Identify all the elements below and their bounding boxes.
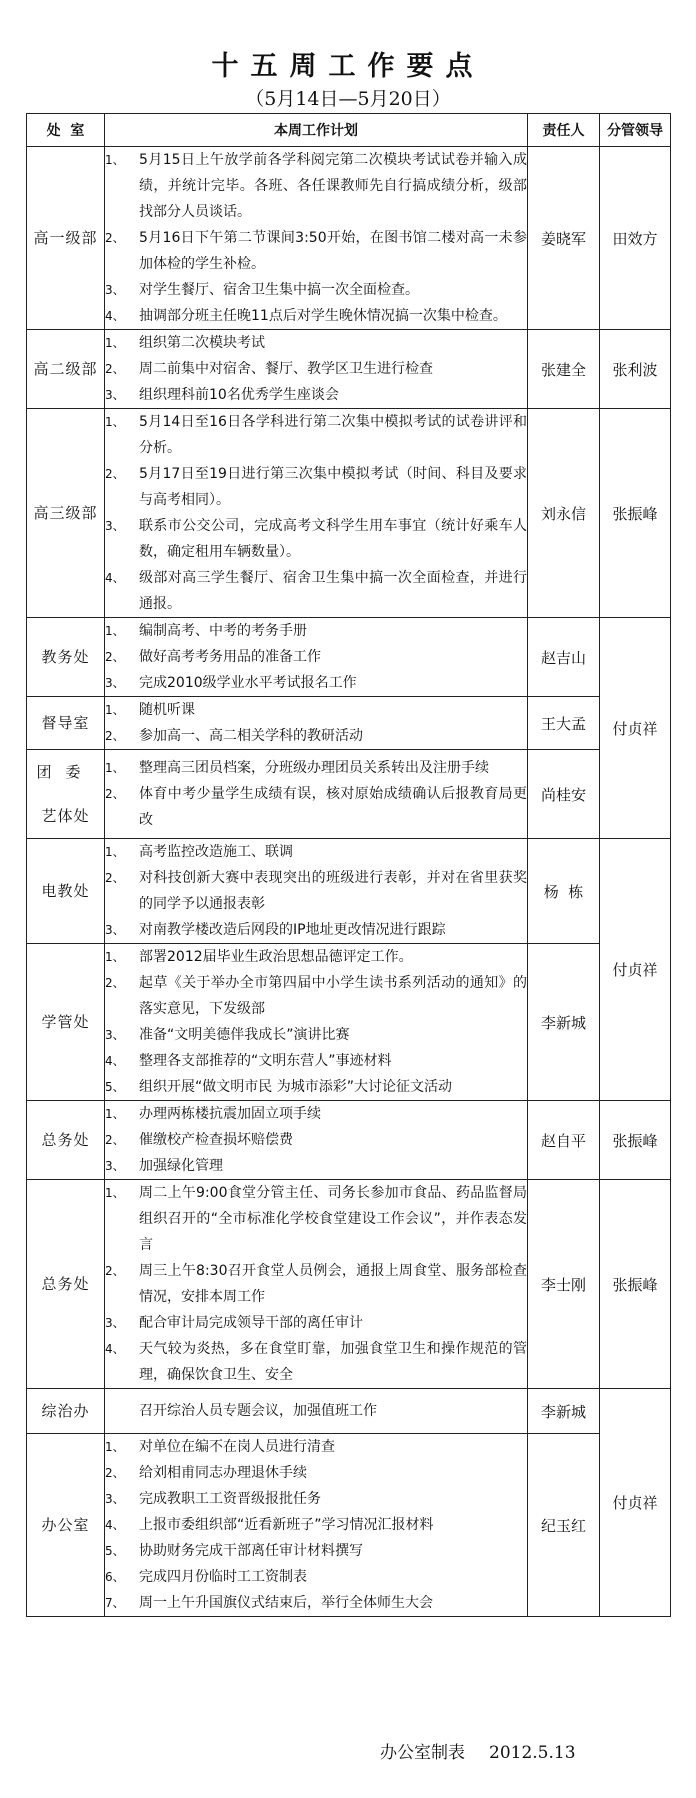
footer-org: 办公室制表 (380, 1743, 465, 1763)
table-row (27, 697, 671, 750)
footer-date: 2012.5.13 (489, 1743, 576, 1763)
item-text: 催缴校产检查损坏赔偿费 (139, 1132, 293, 1148)
dept-cell (27, 409, 105, 618)
plan-item (105, 330, 527, 356)
plan-cell (105, 697, 528, 750)
plan-item (105, 1460, 527, 1486)
item-number: 2、 (105, 976, 125, 990)
item-text: 周二上午9:00食堂分管主任、司务长参加市食品、药品监督局组织召开的“全市标准化学校食堂建设工作会议”，并作表态发言 (139, 1185, 527, 1253)
plan-cell (105, 1434, 528, 1617)
item-number: 4、 (105, 571, 125, 585)
plan-item (105, 1101, 527, 1127)
plan-item (105, 644, 527, 670)
responsible-person: 赵吉山 (528, 618, 600, 697)
item-number: 1、 (105, 624, 125, 638)
item-number: 6、 (105, 1570, 125, 1584)
plan-cell (105, 330, 528, 409)
item-number: 2、 (105, 1466, 125, 1480)
table-row (27, 330, 671, 409)
dept-cell (27, 147, 105, 330)
responsible-person: 尚桂安 (528, 750, 600, 839)
item-number: 1、 (105, 415, 125, 429)
table-row (27, 409, 671, 618)
item-text: 完成四月份临时工工资制表 (139, 1569, 307, 1585)
dept-cell (27, 944, 105, 1101)
dept-name: 办公室 (41, 1516, 90, 1534)
table-row (27, 147, 671, 330)
item-number: 2、 (105, 1264, 125, 1278)
plan-item (105, 277, 527, 303)
supervising-leader: 张振峰 (600, 1180, 671, 1389)
item-number: 3、 (105, 676, 125, 690)
item-number: 1、 (105, 1107, 125, 1121)
dept-cell (27, 618, 105, 697)
footer (380, 1738, 576, 1763)
item-text: 对单位在编不在岗人员进行清查 (139, 1439, 335, 1455)
item-text: 5月17日至19日进行第三次集中模拟考试（时间、科目及要求与高考相同）。 (139, 466, 527, 508)
plan-cell (105, 618, 528, 697)
plan-item (105, 1022, 527, 1048)
dept-name: 高三级部 (33, 504, 98, 522)
plan-item (105, 1512, 527, 1538)
table-row (27, 1434, 671, 1617)
header-dept: 处 室 (27, 114, 105, 147)
item-number: 3、 (105, 1028, 125, 1042)
item-number: 3、 (105, 1159, 125, 1173)
item-text: 组织理科前10名优秀学生座谈会 (139, 387, 339, 403)
plan-item (105, 1180, 527, 1258)
supervising-leader: 付贞祥 (600, 618, 671, 839)
responsible-person: 张建全 (528, 330, 600, 409)
plan-item (105, 1486, 527, 1512)
item-text: 体育中考少量学生成绩有误，核对原始成绩确认后报教育局更改 (139, 786, 527, 828)
item-number: 3、 (105, 283, 125, 297)
plan-item (105, 409, 527, 461)
item-number: 3、 (105, 1492, 125, 1506)
plan-item (105, 1127, 527, 1153)
item-text: 对学生餐厅、宿舍卫生集中搞一次全面检查。 (139, 282, 419, 298)
item-text: 组织第二次模块考试 (139, 335, 265, 351)
responsible-person: 杨 栋 (528, 839, 600, 944)
item-text: 参加高一、高二相关学科的教研活动 (139, 728, 363, 744)
item-number: 4、 (105, 1518, 125, 1532)
supervising-leader: 付贞祥 (600, 1389, 671, 1617)
plan-item (105, 1048, 527, 1074)
plan-item (105, 697, 527, 723)
item-text: 召开综治人员专题会议，加强值班工作 (139, 1403, 377, 1419)
plan-item (105, 382, 527, 408)
item-text: 做好高考考务用品的准备工作 (139, 649, 321, 665)
item-text: 办理两栋楼抗震加固立项手续 (139, 1106, 321, 1122)
item-number: 3、 (105, 388, 125, 402)
dept-cell (27, 697, 105, 750)
supervising-leader: 田效方 (600, 147, 671, 330)
plan-item (105, 755, 527, 781)
plan-item (105, 565, 527, 617)
item-text: 抽调部分班主任晚11点后对学生晚休情况搞一次集中检查。 (139, 308, 507, 324)
item-number: 1、 (105, 703, 125, 717)
responsible-person: 李新城 (528, 1389, 600, 1434)
item-text: 5月15日上午放学前各学科阅完第二次模块考试试卷并输入成绩，并统计完毕。各班、各任课教师先自行搞成绩分析，级部找部分人员谈话。 (139, 152, 527, 220)
responsible-person: 李新城 (528, 944, 600, 1101)
plan-item (105, 917, 527, 943)
item-text: 随机听课 (139, 702, 195, 718)
plan-item (105, 1564, 527, 1590)
dept-name: 教务处 (41, 648, 90, 666)
item-number: 1、 (105, 336, 125, 350)
item-text: 起草《关于举办全市第四届中小学生读书系列活动的通知》的落实意见，下发级部 (139, 975, 527, 1017)
plan-item (105, 1153, 527, 1179)
item-text: 周三上午8:30召开食堂人员例会，通报上周食堂、服务部检查情况，安排本周工作 (139, 1263, 527, 1305)
plan-item (105, 781, 527, 833)
item-number: 3、 (105, 923, 125, 937)
plan-item (105, 1538, 527, 1564)
item-number: 2、 (105, 871, 125, 885)
dept-name: 高一级部 (33, 229, 98, 247)
item-text: 完成教职工工资晋级报批任务 (139, 1491, 321, 1507)
plan-item (105, 1074, 527, 1100)
item-number: 3、 (105, 519, 125, 533)
item-number: 1、 (105, 1440, 125, 1454)
dept-name: 电教处 (41, 882, 90, 900)
item-text: 给刘相甫同志办理退休手续 (139, 1465, 307, 1481)
table-row (27, 750, 671, 839)
work-plan-table (26, 113, 671, 1617)
item-text: 5月14日至16日各学科进行第二次集中模拟考试的试卷讲评和分析。 (139, 414, 527, 456)
plan-cell (105, 1389, 528, 1434)
plan-item (105, 461, 527, 513)
table-row (27, 1101, 671, 1180)
plan-cell (105, 1180, 528, 1389)
supervising-leader: 张振峰 (600, 409, 671, 618)
item-text: 编制高考、中考的考务手册 (139, 623, 307, 639)
dept-name: 团委 (36, 763, 95, 781)
item-number: 4、 (105, 309, 125, 323)
item-text: 上报市委组织部“近看新班子”学习情况汇报材料 (139, 1517, 434, 1533)
item-number: 1、 (105, 950, 125, 964)
plan-item (105, 303, 527, 329)
item-number: 2、 (105, 729, 125, 743)
item-number: 5、 (105, 1544, 125, 1558)
dept-cell (27, 839, 105, 944)
item-number: 1、 (105, 845, 125, 859)
plan-item (105, 865, 527, 917)
responsible-person: 李士刚 (528, 1180, 600, 1389)
dept-cell (27, 750, 105, 839)
item-text: 部署2012届毕业生政治思想品德评定工作。 (139, 949, 413, 965)
item-text: 5月16日下午第二节课间3:50开始，在图书馆二楼对高一未参加体检的学生补检。 (139, 230, 527, 272)
item-number: 2、 (105, 650, 125, 664)
dept-name: 高二级部 (33, 360, 98, 378)
plan-item (105, 944, 527, 970)
header-row (27, 114, 671, 147)
plan-cell (105, 147, 528, 330)
item-text: 联系市公交公司，完成高考文科学生用车事宜（统计好乘车人数，确定租用车辆数量）。 (139, 518, 527, 560)
responsible-person: 赵自平 (528, 1101, 600, 1180)
item-number: 3、 (105, 1316, 125, 1330)
dept-cell (27, 1180, 105, 1389)
dept-cell (27, 330, 105, 409)
plan-cell (105, 839, 528, 944)
dept-name: 学管处 (41, 1013, 90, 1031)
dept-name: 总务处 (41, 1131, 90, 1149)
item-number: 2、 (105, 467, 125, 481)
header-resp: 责任人 (528, 114, 600, 147)
plan-item (105, 225, 527, 277)
plan-item (105, 356, 527, 382)
item-text: 对科技创新大赛中表现突出的班级进行表彰，并对在省里获奖的同学予以通报表彰 (139, 870, 527, 912)
table-row (27, 1180, 671, 1389)
supervising-leader: 付贞祥 (600, 839, 671, 1101)
item-number: 2、 (105, 362, 125, 376)
dept-name: 督导室 (41, 714, 90, 732)
item-number: 5、 (105, 1080, 125, 1094)
page-title: 十五周工作要点 (211, 51, 485, 82)
item-number: 4、 (105, 1342, 125, 1356)
item-text: 整理高三团员档案，分班级办理团员关系转出及注册手续 (139, 760, 489, 776)
responsible-person: 王大孟 (528, 697, 600, 750)
item-text: 高考监控改造施工、联调 (139, 844, 293, 860)
item-text: 准备“文明美德伴我成长”演讲比赛 (139, 1027, 350, 1043)
item-number: 2、 (105, 787, 125, 801)
plan-cell (105, 944, 528, 1101)
item-number: 7、 (105, 1596, 125, 1610)
item-number: 2、 (105, 1133, 125, 1147)
dept-name: 总务处 (41, 1275, 90, 1293)
date-range: （5月14日—5月20日） (245, 88, 451, 110)
plan-item (105, 723, 527, 749)
dept-cell (27, 1101, 105, 1180)
item-number: 1、 (105, 761, 125, 775)
table-row (27, 1389, 671, 1434)
responsible-person: 纪玉红 (528, 1434, 600, 1617)
item-number: 2、 (105, 231, 125, 245)
item-text: 加强绿化管理 (139, 1158, 223, 1174)
table-row (27, 944, 671, 1101)
item-text: 周二前集中对宿舍、餐厅、教学区卫生进行检查 (139, 361, 433, 377)
table-row (27, 839, 671, 944)
item-text: 级部对高三学生餐厅、宿舍卫生集中搞一次全面检查，并进行通报。 (139, 570, 527, 612)
supervising-leader: 张振峰 (600, 1101, 671, 1180)
responsible-person: 姜晓军 (528, 147, 600, 330)
item-number: 1、 (105, 1186, 125, 1200)
plan-item (105, 970, 527, 1022)
item-text: 配合审计局完成领导干部的离任审计 (139, 1315, 363, 1331)
item-text: 对南教学楼改造后网段的IP地址更改情况进行跟踪 (139, 922, 446, 938)
plan-item (105, 1258, 527, 1310)
header-plan: 本周工作计划 (105, 114, 528, 147)
dept-cell (27, 1389, 105, 1434)
plan-item (105, 1310, 527, 1336)
item-number: 1、 (105, 153, 125, 167)
plan-item (105, 1336, 527, 1388)
item-number: 4、 (105, 1054, 125, 1068)
plan-cell (105, 750, 528, 839)
plan-item (105, 147, 527, 225)
plan-item (105, 1434, 527, 1460)
item-number (105, 1398, 139, 1424)
supervising-leader: 张利波 (600, 330, 671, 409)
dept-name: 综治办 (41, 1402, 90, 1420)
plan-cell (105, 1101, 528, 1180)
plan-item (105, 1398, 527, 1424)
plan-item (105, 670, 527, 696)
responsible-person: 刘永信 (528, 409, 600, 618)
plan-item (105, 513, 527, 565)
table-row (27, 618, 671, 697)
dept-cell (27, 1434, 105, 1617)
item-text: 整理各支部推荐的“文明东营人”事迹材料 (139, 1053, 392, 1069)
item-text: 完成2010级学业水平考试报名工作 (139, 675, 357, 691)
plan-item (105, 1590, 527, 1616)
item-text: 协助财务完成干部离任审计材料撰写 (139, 1543, 363, 1559)
plan-cell (105, 409, 528, 618)
dept-name-2: 艺体处 (41, 807, 90, 825)
plan-item (105, 618, 527, 644)
item-text: 周一上午升国旗仪式结束后，举行全体师生大会 (139, 1595, 433, 1611)
plan-item (105, 839, 527, 865)
item-text: 天气较为炎热，多在食堂盯靠，加强食堂卫生和操作规范的管理，确保饮食卫生、安全 (139, 1341, 527, 1383)
item-text: 组织开展“做文明市民 为城市添彩”大讨论征文活动 (139, 1079, 452, 1095)
header-lead: 分管领导 (600, 114, 671, 147)
